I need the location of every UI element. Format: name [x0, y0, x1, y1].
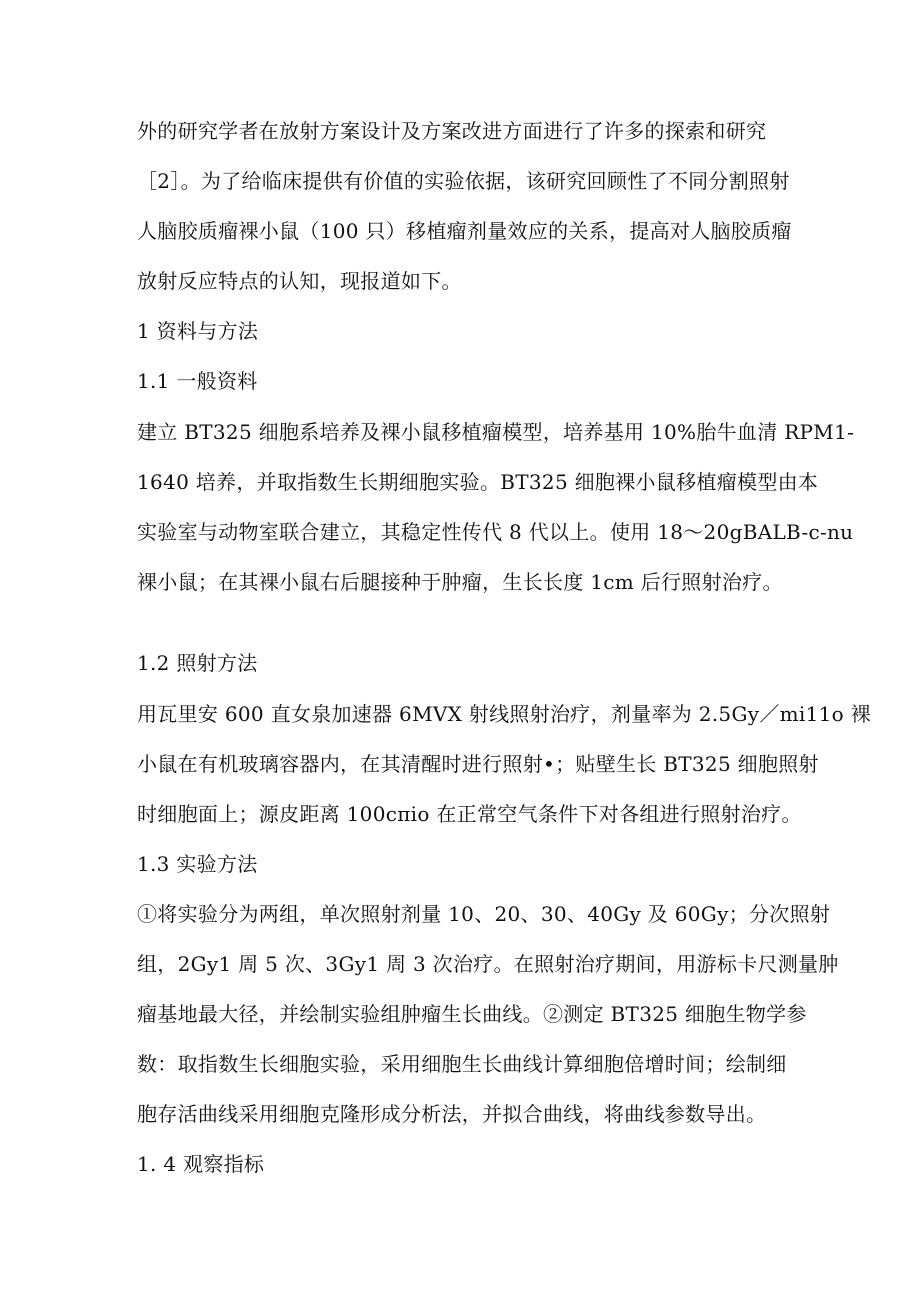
section-1-1-line-3: 实验室与动物室联合建立，其稳定性传代 8 代以上。使用 18～20gBALB-c-nu — [137, 520, 854, 544]
section-1-2-line-2: 小鼠在有机玻璃容器内，在其清醒时进行照射•；贴壁生长 BT325 细胞照射 — [137, 752, 819, 776]
section-1-3-line-5: 胞存活曲线采用细胞克隆形成分析法，并拟合曲线，将曲线参数导出。 — [137, 1102, 767, 1126]
section-1-4-heading: 1. 4 观察指标 — [137, 1152, 265, 1176]
section-1-3-line-2: 组，2Gy1 周 5 次、3Gy1 周 3 次治疗。在照射治疗期间，用游标卡尺测量肿 — [137, 952, 839, 976]
section-1-3-line-4: 数：取指数生长细胞实验，采用细胞生长曲线计算细胞倍增时间；绘制细 — [137, 1052, 787, 1076]
section-1-1-line-1: 建立 BT325 细胞系培养及裸小鼠移植瘤模型，培养基用 10%胎牛血清 RPM1- — [137, 420, 855, 444]
section-1-2-heading: 1.2 照射方法 — [137, 651, 258, 675]
section-1-3-line-1: ①将实验分为两组，单次照射剂量 10、20、30、40Gy 及 60Gy；分次照射 — [137, 902, 831, 926]
section-1-1-line-4: 裸小鼠；在其裸小鼠右后腿接种于肿瘤，生长长度 1cm 后行照射治疗。 — [137, 570, 783, 594]
section-1-1-line-2: 1640 培养，并取指数生长期细胞实验。BT325 细胞裸小鼠移植瘤模型由本 — [137, 470, 819, 494]
section-1-1-heading: 1.1 一般资料 — [137, 369, 258, 393]
section-1-3-line-3: 瘤基地最大径，并绘制实验组肿瘤生长曲线。②测定 BT325 细胞生物学参 — [137, 1002, 807, 1026]
section-1-2-line-3: 时细胞面上；源皮距离 100cπio 在正常空气条件下对各组进行照射治疗。 — [137, 802, 802, 826]
section-1-heading: 1 资料与方法 — [137, 319, 259, 343]
intro-line-3: 人脑胶质瘤裸小鼠（100 只）移植瘤剂量效应的关系，提高对人脑胶质瘤 — [137, 219, 792, 243]
section-1-3-heading: 1.3 实验方法 — [137, 852, 258, 876]
section-1-2-line-1: 用瓦里安 600 直女泉加速器 6MVX 射线照射治疗，剂量率为 2.5Gy／mi11o 裸 — [137, 702, 871, 726]
intro-line-1: 外的研究学者在放射方案设计及方案改进方面进行了许多的探索和研究 — [137, 119, 767, 143]
intro-line-2: ［2］。为了给临床提供有价值的实验依据，该研究回顾性了不同分割照射 — [137, 169, 790, 193]
intro-line-4: 放射反应特点的认知，现报道如下。 — [137, 269, 462, 293]
